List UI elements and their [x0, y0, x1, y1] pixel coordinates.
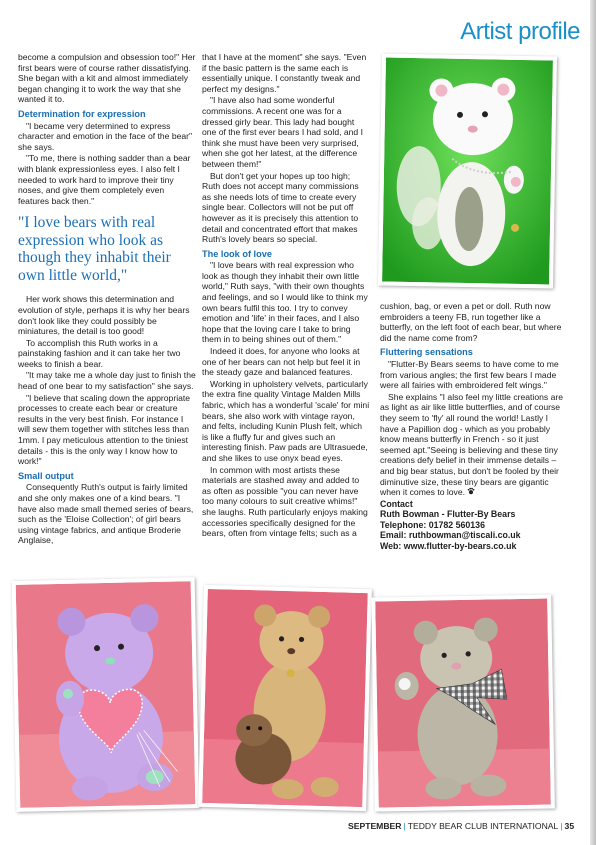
contact-email: Email: ruthbowman@tiscali.co.uk	[380, 530, 521, 541]
paragraph: "I believe that scaling down the appropriate processes to create each bear or creature results in the very best finish. For instance I will sew them together with stitches less than 1mm. I pay meticulous attention to the tiniest details - this is the only way I know how to work!"	[18, 392, 191, 467]
text-column-2	[202, 52, 370, 540]
subheading-determination: Determination for expression	[18, 108, 146, 119]
paw-icon	[467, 487, 475, 495]
paragraph: "It may take me a whole day just to finish the head of one bear to my satisfaction" she says.	[18, 370, 196, 392]
photo-golden-bear	[198, 585, 372, 811]
paragraph-text: She explains "I also feel my little creations are as light as air like little butterflies, and of course they seem to 'fly' all round the world! Lastly I have a Papillion dog - which as you probably know means butterfly in French - so it just seemed apt."Seeing is believing and these tiny creations defy belief in their immense details – and big bear status, but don't be fooled by their diminutive size, these tiny bears are gigantic when it comes to love.	[380, 391, 564, 498]
pull-quote: "I love bears with real expression who look as though they inhabit their own little world,"	[18, 214, 171, 284]
subheading-fluttering: Fluttering sensations	[380, 347, 473, 358]
paragraph: Working in upholstery velvets, particularly the extra fine quality Vintage Malden Mills fabric, which has a wonderful 'scale' for mini bears, she also work with vintage rayon, and felts, including Kunin Plush felt, which is like a fluffy fur and gives such an interesting finish. Paw pads are Ultrasuede, and she likes to use onyx bead eyes.	[202, 378, 370, 463]
photo-fairy-bear	[378, 53, 557, 288]
contact-telephone: Telephone: 01782 560136	[380, 519, 485, 530]
paragraph: Consequently Ruth's output is fairly limited and she only makes one of a kind bears. "I have also made small themed series of bears, such as the 'Eloise Collection'; of girl bears using vintage fabrics, and antique Broderie Anglaise,	[18, 482, 194, 546]
lilac-bear-image	[16, 581, 196, 808]
text-column-3	[380, 301, 568, 551]
fairy-bear-image	[382, 58, 553, 285]
page-edge-shadow	[590, 0, 596, 845]
grey-bear-image	[375, 599, 551, 808]
photo-lilac-bear	[12, 577, 200, 812]
photo-grey-bear	[371, 594, 555, 811]
contact-web: Web: www.flutter-by-bears.co.uk	[380, 540, 517, 551]
footer-month: SEPTEMBER	[348, 821, 402, 831]
paragraph: Her work shows this determination and evolution of style, perhaps it is why her bears don't look like they could possibly be miniatures, the detail is too good!	[18, 294, 190, 337]
footer-separator: |	[403, 821, 406, 831]
paragraph	[380, 392, 568, 498]
paragraph: "I have also had some wonderful commissions. A recent one was for a dressed girly bear. This lady had bought one of the first ever bears I had sold, and I think she must have been very surprised, when she got her latest, at the difference between them!"	[202, 95, 363, 169]
paragraph: cushion, bag, or even a pet or doll. Ruth now embroiders a teeny FB, run together like a butterfly, on the left foot of each bear, but where did the name come from?	[380, 301, 562, 343]
paragraph: But don't get your hopes up too high; Ruth does not accept many commissions as she needs lots of time to create every single bear. Collectors will not be put off however as it is precisely this attention to detail and concentrated effort that makes Ruth's lovely bears so special.	[202, 170, 359, 245]
contact-name: Ruth Bowman - Flutter-By Bears	[380, 509, 516, 520]
section-title: Artist profile	[460, 18, 580, 45]
paragraph: Indeed it does, for anyone who looks at one of her bears can not help but feel it in the steady gaze and balanced features.	[202, 346, 361, 378]
text-column-1	[18, 52, 196, 547]
subheading-look-of-love: The look of love	[202, 248, 272, 259]
paragraph: "Flutter-By Bears seems to have come to me from various angles; the first few bears I made were all fairies with embroidered felt wings."	[380, 358, 559, 391]
footer-publication: TEDDY BEAR CLUB INTERNATIONAL	[407, 821, 559, 831]
paragraph: "To me, there is nothing sadder than a bear with blank expressionless eyes. I also felt I needed to work hard to improve their tiny noses, and give them completely even features back then."	[18, 153, 191, 206]
paragraph: "I became very determined to express character and emotion in the face of the bear" she says.	[18, 120, 193, 152]
golden-bear-image	[202, 589, 368, 807]
paragraph: In common with most artists these materials are stashed away and added to as often as possible "you can never have too many colours to suit creative whims!" she laughs. Ruth particularly enjoys making accessories specifically designed for the bears, often from vintage felts; such as a	[202, 464, 368, 539]
subheading-small-output: Small output	[18, 470, 74, 481]
page-footer	[348, 821, 574, 831]
contact-heading: Contact	[380, 498, 413, 509]
page-number: 35	[564, 821, 575, 831]
paragraph: that I have at the moment" she says. "Even if the basic pattern is the same each is essentially unique. I constantly tweak and perfect my designs."	[202, 52, 367, 94]
paragraph: "I love bears with real expression who look as though they inhabit their own little world," Ruth says, "with their own thoughts and feelings, and so I would like to think my own bears fulfil this too. I try to convey emotion and 'life' in their faces, and I also hope that the loving care I take to bring them in to being shines out of them."	[202, 260, 368, 345]
paragraph: To accomplish this Ruth works in a painstaking fashion and it can take her two weeks to finish a bear.	[18, 337, 181, 369]
paragraph: become a compulsion and obsession too!" Her first bears were of course rather dissatisfying. She began with a kit and almost immediately began changing it to work the way that she wanted it to.	[18, 52, 196, 105]
footer-separator: |	[560, 821, 563, 831]
